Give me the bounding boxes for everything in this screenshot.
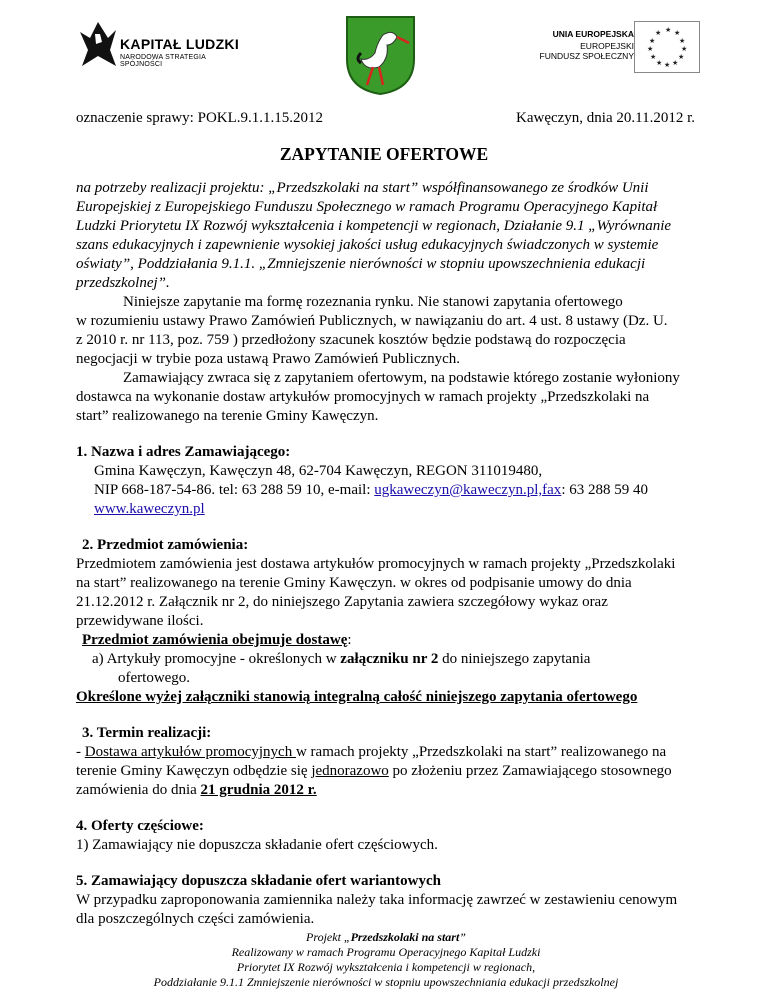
kapital-ludzki-star-icon — [78, 20, 118, 70]
line-rest: po złożeniu przez Zamawiającego stosownego — [388, 763, 672, 779]
intro-line: Europejskiej z Europejskiego Funduszu Społecznego w ramach Programu Operacyjnego Kapitał — [76, 199, 658, 215]
section-2-line: na start” realizowanego na terenie Gminy Kawęczyn. w okres od podpisanie umowy do dnia — [76, 575, 632, 591]
para2-line: Zamawiający zwraca się z zapytaniem ofertowym, na podstawie którego zostanie wyłoniony — [123, 370, 680, 386]
section-2-heading: 2. Przedmiot zamówienia: — [82, 537, 249, 553]
para2-line: dostawca na wykonanie dostaw artykułów promocyjnych w ramach projekty „Przedszkolaki na — [76, 389, 650, 405]
section-5-line: W przypadku zaproponowania zamiennika należy taka informację zawrzeć w zestawieniu cenowym — [76, 892, 678, 908]
fax-text: : 63 288 59 40 — [561, 482, 648, 498]
svg-text:★: ★ — [655, 29, 662, 37]
para1-line: Niniejsze zapytanie ma formę rozeznania rynku. Nie stanowi zapytania ofertowego — [123, 294, 623, 310]
footer-pre: Projekt „ — [306, 930, 351, 944]
footer-line-1 — [76, 930, 696, 945]
contact-text: NIP 668-187-54-86. tel: 63 288 59 10, e-mail: — [94, 482, 375, 498]
email-link[interactable]: ugkaweczyn@kaweczyn.pl,fax — [374, 482, 562, 498]
scope-colon: : — [347, 632, 352, 648]
eu-flag-icon — [634, 21, 700, 73]
item-a-continuation: ofertowego. — [118, 670, 191, 686]
section-3-line — [76, 763, 672, 780]
intro-line: na potrzeby realizacji projektu: „Przedszkolaki na start” współfinansowanego ze środków Unii — [76, 180, 649, 196]
kapital-ludzki-title: KAPITAŁ LUDZKI — [120, 36, 240, 52]
eu-line-2: EUROPEJSKI — [580, 41, 634, 51]
section-1-line: Gmina Kawęczyn, Kawęczyn 48, 62-704 Kawęczyn, REGON 311019480, — [94, 463, 543, 479]
underlined-word: jednorazowo — [311, 763, 389, 779]
eu-line-3: FUNDUSZ SPOŁECZNY — [539, 51, 634, 61]
para1-line: w rozumieniu ustawy Prawo Zamówień Publicznych, w nawiązaniu do art. 4 ust. 8 ustawy (Dz. U. — [76, 313, 668, 329]
scope-heading-text: Przedmiot zamówienia obejmuje dostawę — [82, 632, 348, 648]
intro-line: przedszkolnej”. — [76, 275, 170, 291]
intro-line: szans edukacyjnych i zapewnienie wysokiej jakości usług edukacyjnych świadczonych w systemie — [76, 237, 659, 253]
para1-line: negocjacji w trybie poza ustawą Prawo Zamówień Publicznych. — [76, 351, 461, 367]
svg-text:★: ★ — [649, 37, 656, 45]
deadline-date: 21 grudnia 2012 r. — [200, 782, 317, 798]
kapital-ludzki-logo — [78, 20, 248, 70]
eu-line-1: UNIA EUROPEJSKA — [552, 29, 634, 39]
section-4-line: 1) Zamawiający nie dopuszcza składanie ofert częściowych. — [76, 837, 438, 853]
section-3-heading: 3. Termin realizacji: — [82, 725, 212, 741]
svg-text:★: ★ — [650, 53, 657, 61]
underlined-phrase: Dostawa artykułów promocyjnych — [84, 744, 296, 760]
dash: - — [76, 744, 85, 760]
section-3-line — [76, 744, 698, 761]
svg-text:★: ★ — [665, 26, 672, 34]
intro-line: oświaty”, Poddziałania 9.1.1. „Zmniejszenie nierówności w stopniu upowszechnienia edukacji — [76, 256, 646, 272]
item-a-rest: do niniejszego zapytania — [438, 651, 591, 667]
svg-text:★: ★ — [674, 29, 681, 37]
section-1-heading: 1. Nazwa i adres Zamawiającego: — [76, 444, 291, 460]
footer-line-3: Priorytet IX Rozwój wykształcenia i kompetencji w regionach, — [236, 960, 536, 974]
footer-post: ” — [459, 930, 466, 944]
website-link[interactable]: www.kaweczyn.pl — [94, 501, 205, 517]
kaweczyn-crest — [343, 15, 418, 95]
section-5-heading: 5. Zamawiający dopuszcza składanie ofert wariantowych — [76, 873, 441, 889]
svg-text:★: ★ — [647, 45, 654, 53]
para2-line: start” realizowanego na terenie Gminy Kawęczyn. — [76, 408, 379, 424]
section-1-contact — [94, 482, 648, 499]
integral-note: Określone wyżej załączniki stanowią integralną całość niniejszego zapytania ofertowego — [76, 689, 638, 705]
place-date: Kawęczyn, dnia 20.11.2012 r. — [516, 110, 695, 126]
item-a-bold: załączniku nr 2 — [340, 651, 439, 667]
footer — [76, 930, 696, 990]
scope-item-a — [92, 651, 590, 668]
svg-text:★: ★ — [672, 59, 679, 67]
section-2-line: przewidywane ilości. — [76, 613, 204, 629]
section-2-line: 21.12.2012 r. Załącznik nr 2, do niniejszego Zapytania zawiera szczegółowy wykaz oraz — [76, 594, 608, 610]
section-3-line — [76, 782, 317, 799]
stork-crest-icon — [343, 15, 418, 95]
item-a-text: a) Artykuły promocyjne - określonych w — [92, 651, 341, 667]
eu-logo — [526, 19, 702, 77]
footer-project-name: Przedszkolaki na start — [350, 930, 460, 944]
line-start: zamówienia do dnia — [76, 782, 201, 798]
section-5-line: dla poszczególnych części zamówienia. — [76, 911, 315, 927]
case-reference: oznaczenie sprawy: POKL.9.1.1.15.2012 — [76, 110, 324, 126]
para1-line: z 2010 r. nr 113, poz. 759 ) przedłożony szacunek kosztów będzie podstawą do rozpoczęcia — [76, 332, 626, 348]
svg-text:★: ★ — [679, 37, 686, 45]
scope-heading — [82, 632, 352, 649]
page-title: ZAPYTANIE OFERTOWE — [279, 144, 489, 164]
svg-text:★: ★ — [678, 53, 685, 61]
section-4-heading: 4. Oferty częściowe: — [76, 818, 204, 834]
intro-line: Ludzki Priorytetu IX Rozwój wykształcenia i kompetencji w regionach, Działanie 9.1 „Wyrównanie — [76, 218, 672, 234]
svg-text:★: ★ — [664, 61, 671, 69]
kapital-ludzki-subtitle: NARODOWA STRATEGIA SPÓJNOŚCI — [120, 54, 206, 68]
svg-text:★: ★ — [681, 45, 688, 53]
line-start: terenie Gminy Kawęczyn odbędzie się — [76, 763, 312, 779]
footer-line-2: Realizowany w ramach Programu Operacyjnego Kapitał Ludzki — [231, 945, 541, 959]
footer-line-4: Poddziałanie 9.1.1 Zmniejszenie nierówności w stopniu upowszechniania edukacji przedszkolnej — [153, 975, 619, 989]
line-rest: w ramach projekty „Przedszkolaki na start” realizowanego na — [295, 744, 667, 760]
section-2-line: Przedmiotem zamówienia jest dostawa artykułów promocyjnych w ramach projekty „Przedszkolaki — [76, 556, 676, 572]
svg-text:★: ★ — [656, 59, 663, 67]
